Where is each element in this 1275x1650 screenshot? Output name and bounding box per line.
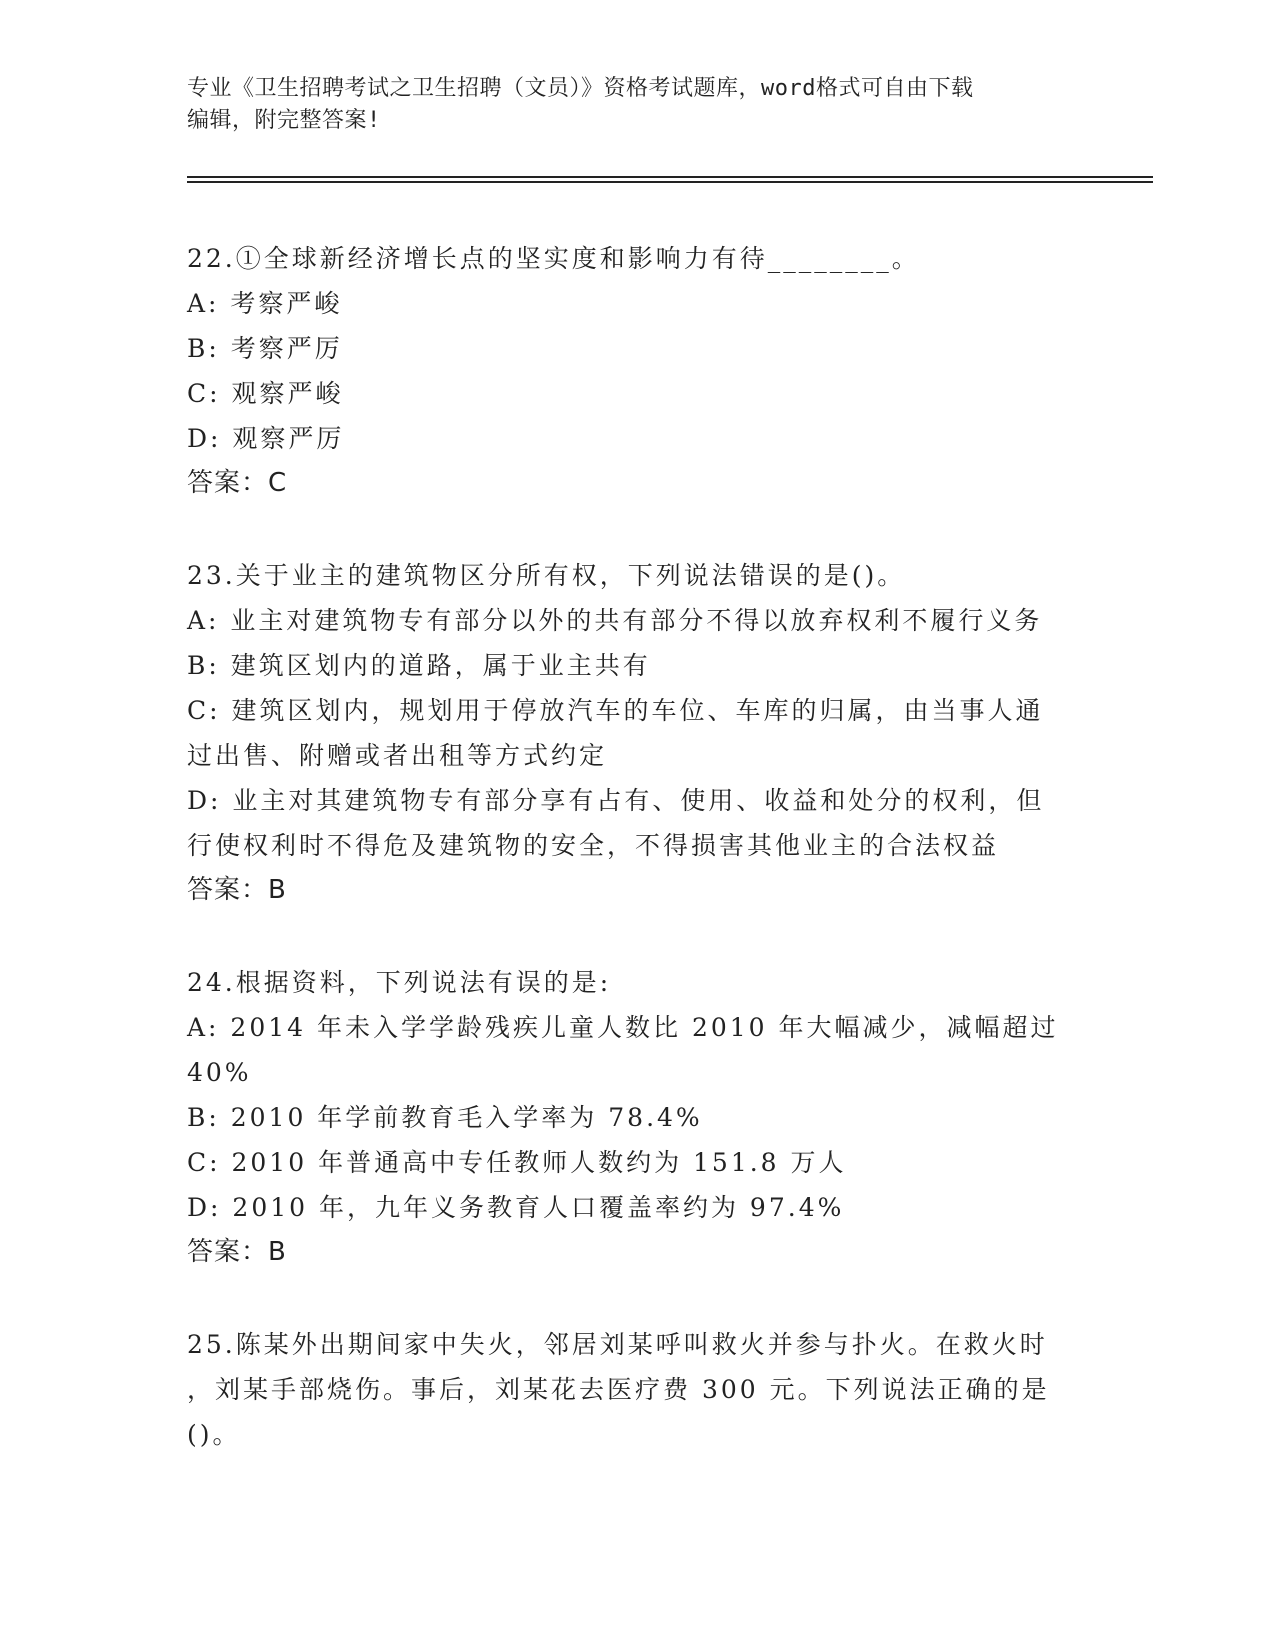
question-spacer	[187, 506, 1077, 553]
option-b: B: 2010 年学前教育毛入学率为 78.4%	[187, 1103, 703, 1132]
option-a: A: 业主对建筑物专有部分以外的共有部分不得以放弃权利不履行义务	[187, 606, 1043, 635]
question-stem: 25.陈某外出期间家中失火，邻居刘某呼叫救火并参与扑火。在救火时	[187, 1330, 1048, 1359]
question-list	[187, 236, 1077, 1457]
option-c-continued: 过出售、附赠或者出租等方式约定	[187, 741, 608, 770]
question-24	[187, 960, 1077, 1275]
option-b: B: 考察严厉	[187, 334, 343, 363]
document-header	[187, 73, 1087, 137]
header-divider-bottom	[187, 181, 1153, 183]
question-stem: 22.①全球新经济增长点的坚实度和影响力有待________。	[187, 244, 920, 273]
question-23	[187, 553, 1077, 913]
question-25	[187, 1322, 1077, 1457]
question-spacer	[187, 913, 1077, 960]
question-spacer	[187, 1275, 1077, 1322]
option-d-continued: 行使权利时不得危及建筑物的安全，不得损害其他业主的合法权益	[187, 831, 1000, 860]
option-d: D: 观察严厉	[187, 424, 345, 453]
question-stem-continued: ()。	[187, 1420, 241, 1449]
header-line-2: 编辑，附完整答案!	[187, 108, 381, 133]
header-divider-top	[187, 176, 1153, 178]
option-a-continued: 40%	[187, 1058, 252, 1087]
option-d: D: 2010 年，九年义务教育人口覆盖率约为 97.4%	[187, 1193, 845, 1222]
option-c: C: 建筑区划内，规划用于停放汽车的车位、车库的归属，由当事人通	[187, 696, 1044, 725]
answer-line: 答案：B	[187, 1237, 287, 1267]
question-stem: 23.关于业主的建筑物区分所有权，下列说法错误的是()。	[187, 561, 906, 590]
question-stem: 24.根据资料，下列说法有误的是:	[187, 968, 612, 997]
option-a: A: 2014 年未入学学龄残疾儿童人数比 2010 年大幅减少，减幅超过	[187, 1013, 1059, 1042]
option-c: C: 2010 年普通高中专任教师人数约为 151.8 万人	[187, 1148, 847, 1177]
option-d: D: 业主对其建筑物专有部分享有占有、使用、收益和处分的权利，但	[187, 786, 1045, 815]
option-a: A: 考察严峻	[187, 289, 343, 318]
answer-line: 答案：C	[187, 468, 288, 498]
option-c: C: 观察严峻	[187, 379, 344, 408]
option-b: B: 建筑区划内的道路，属于业主共有	[187, 651, 651, 680]
question-stem-continued: ，刘某手部烧伤。事后，刘某花去医疗费 300 元。下列说法正确的是	[187, 1375, 1050, 1404]
answer-line: 答案：B	[187, 875, 287, 905]
question-22	[187, 236, 1077, 506]
header-line-1: 专业《卫生招聘考试之卫生招聘（文员）》资格考试题库，word格式可自由下载	[187, 76, 974, 101]
